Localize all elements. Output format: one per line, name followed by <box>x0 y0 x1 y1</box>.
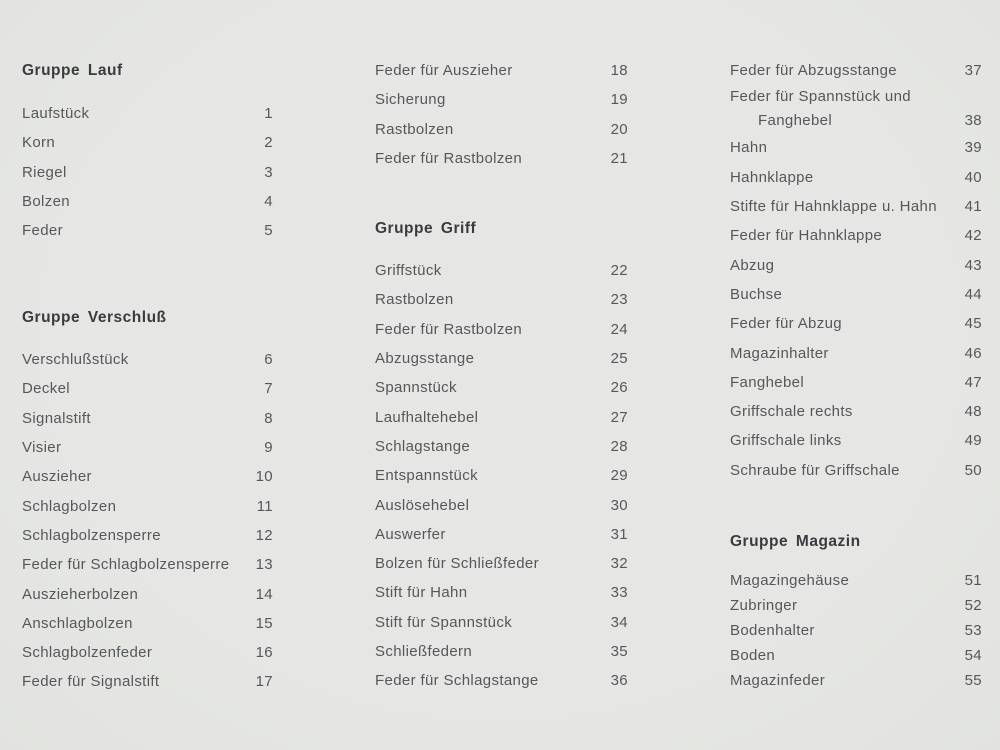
parts-list-verschluss-continued <box>375 56 628 173</box>
part-row <box>730 643 982 668</box>
part-name: Anschlagbolzen <box>22 614 133 632</box>
part-number: 41 <box>964 198 982 216</box>
part-number: 13 <box>255 556 273 574</box>
part-row <box>730 192 982 221</box>
part-name: Abzugsstange <box>375 350 475 368</box>
part-name: Stifte für Hahnklappe u. Hahn <box>730 198 937 216</box>
part-number: 21 <box>610 150 628 168</box>
part-row <box>375 637 628 666</box>
part-number: 10 <box>255 468 273 486</box>
part-name: Hahnklappe <box>730 168 814 186</box>
part-row <box>730 568 982 593</box>
part-number: 35 <box>610 643 628 660</box>
part-row <box>730 593 982 618</box>
part-name: Feder für Rastbolzen <box>375 320 523 338</box>
part-name: Feder für Spannstück und Fanghebel <box>730 88 912 130</box>
part-number: 19 <box>610 91 628 109</box>
part-row <box>375 315 628 344</box>
part-number: 18 <box>610 62 628 80</box>
part-name: Auswerfer <box>375 525 446 543</box>
column-middle <box>375 0 628 750</box>
part-number: 29 <box>610 467 628 485</box>
part-number: 1 <box>264 105 273 123</box>
part-row <box>730 338 982 367</box>
part-number: 50 <box>964 461 982 479</box>
part-number: 20 <box>610 120 628 138</box>
part-row <box>730 250 982 279</box>
part-row <box>730 163 982 192</box>
part-number: 52 <box>964 597 982 614</box>
part-name: Stift für Hahn <box>375 584 468 602</box>
part-number: 8 <box>264 409 273 427</box>
part-row <box>375 578 628 607</box>
part-number: 51 <box>964 572 982 589</box>
parts-list-verschluss <box>22 345 273 697</box>
part-number: 28 <box>610 437 628 455</box>
part-name: Verschlußstück <box>22 351 129 369</box>
part-name: Schlagbolzenfeder <box>22 644 153 662</box>
part-name: Korn <box>22 134 56 152</box>
part-row <box>22 345 273 374</box>
part-number: 4 <box>264 193 273 211</box>
part-name: Visier <box>22 439 62 457</box>
part-name: Auslösehebel <box>375 496 470 514</box>
part-number: 5 <box>264 222 273 240</box>
part-number: 42 <box>964 227 982 245</box>
part-number: 30 <box>610 496 628 514</box>
part-number: 12 <box>255 526 273 544</box>
part-row <box>22 128 273 157</box>
part-row <box>375 144 628 173</box>
part-name: Abzug <box>730 256 775 274</box>
part-number: 44 <box>964 285 982 303</box>
part-name: Entspannstück <box>375 467 478 485</box>
part-row <box>22 550 273 579</box>
part-row <box>375 608 628 637</box>
part-number: 47 <box>964 373 982 391</box>
part-name: Feder für Signalstift <box>22 673 160 691</box>
part-name: Buchse <box>730 285 783 303</box>
part-name: Feder für Rastbolzen <box>375 150 523 168</box>
part-name: Riegel <box>22 163 67 181</box>
part-row <box>375 666 628 695</box>
part-row <box>375 432 628 461</box>
part-number: 25 <box>610 350 628 368</box>
part-number: 7 <box>264 380 273 398</box>
part-number: 2 <box>264 134 273 152</box>
part-row <box>22 374 273 403</box>
part-number: 53 <box>964 622 982 639</box>
part-row <box>730 426 982 455</box>
part-row <box>22 579 273 608</box>
part-number: 33 <box>610 584 628 602</box>
part-row <box>22 462 273 491</box>
part-name: Feder für Schlagstange <box>375 672 539 690</box>
part-name: Stift für Spannstück <box>375 613 513 631</box>
part-number: 27 <box>610 408 628 426</box>
part-row <box>22 521 273 550</box>
part-number: 6 <box>264 351 273 369</box>
part-number: 54 <box>964 647 982 664</box>
part-number: 15 <box>255 614 273 632</box>
part-row <box>730 618 982 643</box>
part-number: 49 <box>964 432 982 450</box>
part-row <box>730 309 982 338</box>
part-name: Boden <box>730 647 776 664</box>
group-heading-verschluss: Gruppe Verschluß <box>22 309 167 326</box>
part-number: 34 <box>610 613 628 631</box>
part-number: 45 <box>964 315 982 333</box>
group-heading-lauf: Gruppe Lauf <box>22 62 123 79</box>
part-number: 43 <box>964 256 982 274</box>
part-name: Schlagbolzen <box>22 497 117 515</box>
part-name: Schlagbolzensperre <box>22 526 161 544</box>
part-row <box>730 368 982 397</box>
part-name: Auszieher <box>22 468 92 486</box>
part-name: Auszieherbolzen <box>22 585 139 603</box>
part-number: 14 <box>255 585 273 603</box>
part-row <box>22 638 273 667</box>
part-name: Feder für Abzug <box>730 315 842 333</box>
part-row <box>375 490 628 519</box>
part-name: Fanghebel <box>730 373 805 391</box>
part-number: 9 <box>264 439 273 457</box>
group-heading-griff: Gruppe Griff <box>375 220 477 237</box>
part-name: Feder für Auszieher <box>375 62 513 80</box>
part-row <box>375 344 628 373</box>
part-name: Signalstift <box>22 409 91 427</box>
part-row <box>375 402 628 431</box>
part-name: Schraube für Griffschale <box>730 461 900 479</box>
part-name: Griffschale rechts <box>730 403 853 421</box>
part-row <box>22 99 273 128</box>
part-number: 40 <box>964 168 982 186</box>
part-row <box>730 397 982 426</box>
part-row <box>730 280 982 309</box>
part-row <box>22 609 273 638</box>
parts-list-griff-continued <box>730 56 982 485</box>
part-row <box>375 256 628 285</box>
part-name: Sicherung <box>375 91 446 109</box>
parts-list-griff <box>375 256 628 695</box>
part-name: Griffschale links <box>730 432 842 450</box>
part-number: 55 <box>964 672 982 689</box>
part-name: Schlagstange <box>375 437 471 455</box>
part-row <box>22 187 273 216</box>
part-row <box>375 373 628 402</box>
part-number: 32 <box>610 555 628 573</box>
part-row <box>22 667 273 696</box>
part-number: 16 <box>255 644 273 662</box>
part-row <box>375 549 628 578</box>
part-number: 22 <box>610 262 628 280</box>
part-name: Magazinfeder <box>730 672 826 689</box>
part-number: 26 <box>610 379 628 397</box>
part-row <box>22 216 273 245</box>
part-row <box>22 158 273 187</box>
part-name: Griffstück <box>375 262 442 280</box>
part-row <box>375 285 628 314</box>
part-number: 36 <box>610 672 628 690</box>
part-number: 31 <box>610 525 628 543</box>
part-name: Bodenhalter <box>730 622 815 639</box>
part-name: Spannstück <box>375 379 457 397</box>
part-name: Rastbolzen <box>375 120 454 138</box>
part-name: Feder für Hahnklappe <box>730 227 883 245</box>
part-name: Laufhaltehebel <box>375 408 479 426</box>
part-row <box>730 456 982 485</box>
part-row <box>730 85 982 133</box>
part-number: 48 <box>964 403 982 421</box>
part-name: Laufstück <box>22 105 90 123</box>
part-row <box>22 404 273 433</box>
group-heading-magazin: Gruppe Magazin <box>730 533 861 550</box>
part-row <box>375 115 628 144</box>
part-number: 17 <box>255 673 273 691</box>
part-row <box>22 491 273 520</box>
part-name: Zubringer <box>730 597 798 614</box>
column-left <box>22 0 273 750</box>
part-name: Deckel <box>22 380 70 398</box>
part-number: 11 <box>256 497 273 515</box>
column-right <box>730 0 982 750</box>
part-number: 38 <box>964 112 982 130</box>
part-number: 37 <box>964 62 982 80</box>
part-row <box>730 56 982 85</box>
part-name: Magazinhalter <box>730 344 829 362</box>
part-number: 23 <box>610 291 628 309</box>
part-row <box>375 461 628 490</box>
part-name: Bolzen für Schließfeder <box>375 555 539 573</box>
part-row <box>730 221 982 250</box>
part-number: 46 <box>964 344 982 362</box>
part-name: Feder für Abzugsstange <box>730 62 897 80</box>
part-row <box>730 133 982 162</box>
part-name: Magazingehäuse <box>730 572 850 589</box>
part-row <box>375 85 628 114</box>
part-name: Schließfedern <box>375 643 473 660</box>
part-name: Feder <box>22 222 63 240</box>
part-name: Rastbolzen <box>375 291 454 309</box>
part-row <box>22 433 273 462</box>
part-name: Hahn <box>730 139 768 157</box>
part-name: Bolzen <box>22 193 70 211</box>
part-number: 24 <box>610 320 628 338</box>
part-number: 39 <box>964 139 982 157</box>
parts-list-lauf <box>22 99 273 245</box>
parts-list-magazin <box>730 568 982 693</box>
part-row <box>375 520 628 549</box>
part-name: Feder für Schlagbolzensperre <box>22 556 230 574</box>
part-row <box>375 56 628 85</box>
part-number: 3 <box>264 163 273 181</box>
part-row <box>730 668 982 693</box>
